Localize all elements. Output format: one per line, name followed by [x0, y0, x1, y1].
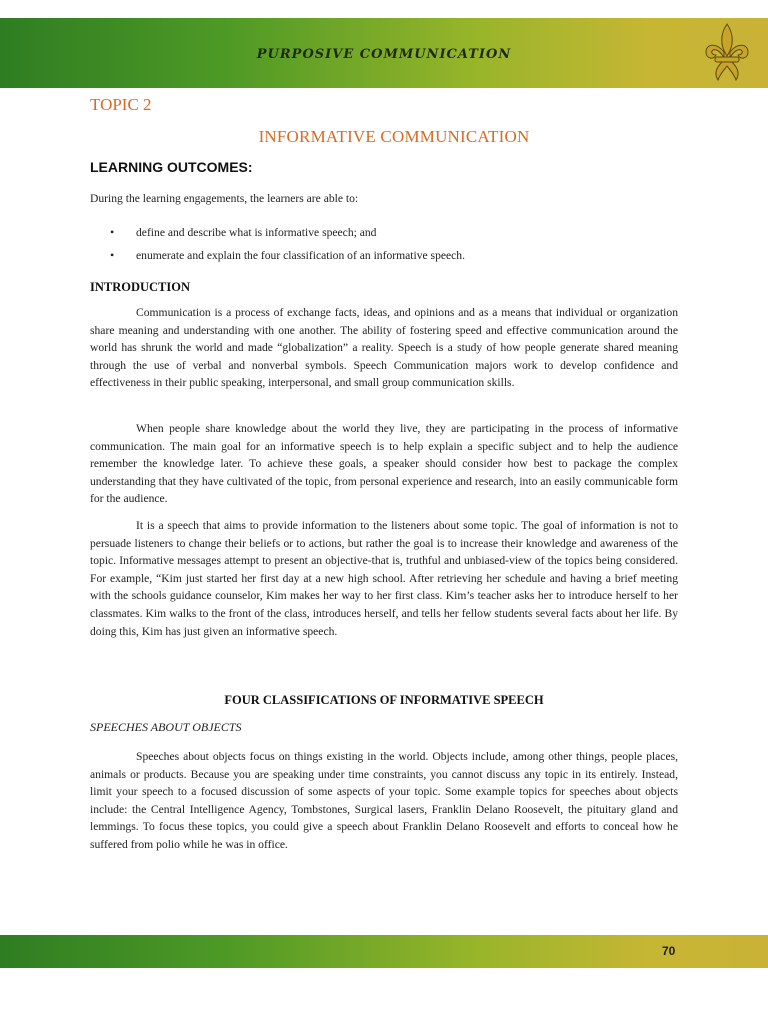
objects-paragraph: Speeches about objects focus on things existing in the world. Objects include, among other things, people places, animals or products. Because you are speaking under time constraints, you cannot discuss any topic in its entirely. Instead, limit your speech to a focused discussion of some aspects of your topic. Some example topics for speeches about objects include: the Central Intelligence Agency, Tombstones, Surgical lasers, Franklin Delano Roosevelt, the pituitary gland and lemmings. To focus these topics, you could give a speech about Franklin Delano Roosevelt and efforts to conceal how he suffered from polio while he was in office.: [90, 750, 678, 851]
introduction-paragraph: Communication is a process of exchange facts, ideas, and opinions and as a means that individual or organization share meaning and understanding with one another. The ability of fostering speed and effective communication around the world has shrunk the world and made “globalization” a reality. Speech is a study of how people generate shared meaning through the use of verbal and nonverbal symbols. Speech Communication majors work to develop confidence and effectiveness in their public speaking, interpersonal, and small group communication skills.: [90, 306, 678, 390]
fleur-de-lis-icon: [702, 22, 752, 84]
list-item: [110, 244, 465, 267]
page-number: 70: [662, 944, 676, 958]
introduction-paragraph: It is a speech that aims to provide information to the listeners about some topic. The goal of information is not to persuade listeners to change their beliefs or to actions, but rather the goal is to increase their knowledge and awareness of the topic. Informative messages attempt to present an objective-that is, truthful and unbiased-view of the topics being considered. For example, “Kim just started her first day at a new high school. After retrieving her schedule and having a brief meeting with the schools guidance counselor, Kim makes her way to her first class. Kim’s teacher asks her to introduce herself to her classmates. Kim walks to the front of the class, introduces herself, and tells her fellow students several facts about her life. By doing this, Kim has just given an informative speech.: [90, 519, 678, 638]
page-title: INFORMATIVE COMMUNICATION: [258, 127, 530, 146]
list-item-text: enumerate and explain the four classification of an informative speech.: [136, 249, 466, 262]
bullet-icon: •: [110, 225, 115, 239]
header-title: PURPOSIVE COMMUNICATION: [256, 47, 512, 62]
learning-outcomes-lead: During the learning engagements, the learners are able to:: [90, 192, 359, 205]
footer-band: [0, 935, 768, 968]
objects-subheading: SPEECHES ABOUT OBJECTS: [90, 720, 242, 734]
bullet-icon: •: [110, 248, 115, 262]
list-item: [110, 221, 465, 244]
introduction-heading: INTRODUCTION: [90, 280, 191, 294]
topic-label: TOPIC 2: [90, 95, 152, 114]
learning-outcomes-heading: LEARNING OUTCOMES:: [90, 159, 253, 175]
learning-outcomes-list: [110, 221, 465, 267]
introduction-paragraph: When people share knowledge about the world they live, they are participating in the process of informative communication. The main goal for an informative speech is to help explain a specific subject and to help the audience remember the knowledge later. To achieve these goals, a speaker should consider how best to package the complex understanding that they have cultivated of the topic, from personal experience and research, into an easily communicable form for the audience.: [90, 422, 678, 506]
list-item-text: define and describe what is informative speech; and: [136, 226, 377, 239]
classifications-heading: FOUR CLASSIFICATIONS OF INFORMATIVE SPEECH: [224, 693, 544, 707]
